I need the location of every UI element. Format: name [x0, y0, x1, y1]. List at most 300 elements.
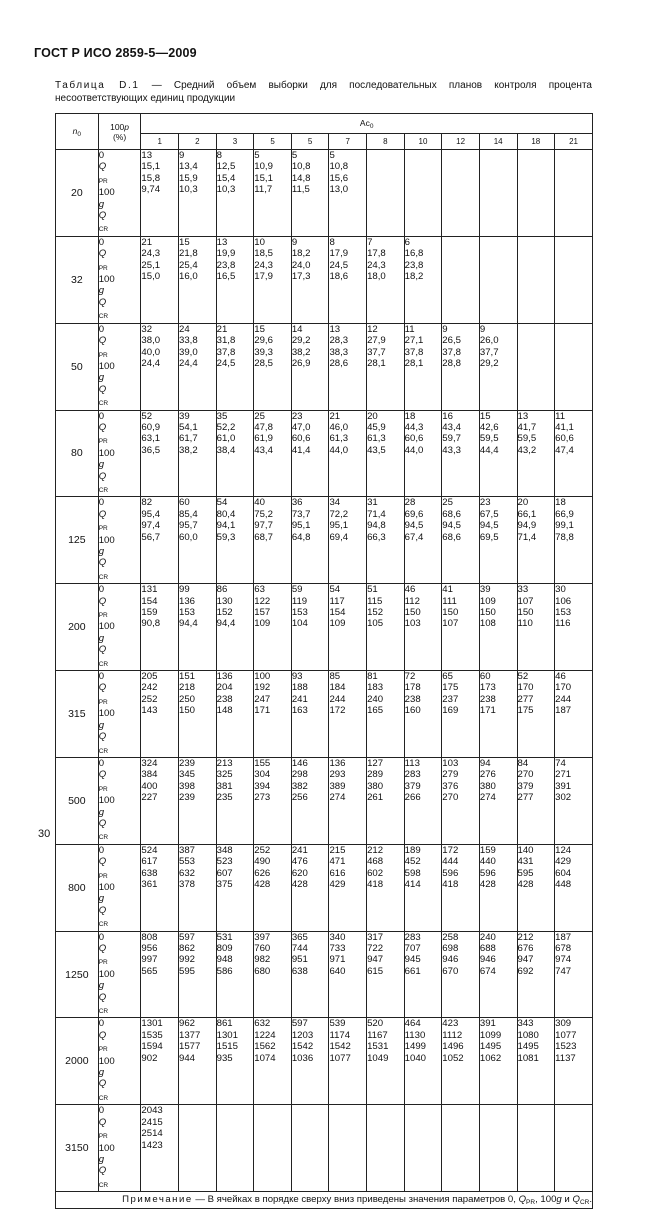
value-cell — [291, 150, 329, 237]
param-label: Q $_{CR}$ — [98, 1078, 109, 1102]
value-cell — [216, 584, 254, 671]
value: 107 — [442, 618, 459, 630]
value-cell — [179, 497, 217, 584]
param-label: Q $_{PR}$ — [98, 161, 108, 185]
value-cell — [179, 1105, 217, 1192]
value-cell — [216, 757, 254, 844]
value: 289 — [367, 769, 384, 781]
value: 24,5 — [329, 259, 349, 271]
value: 24,5 — [216, 357, 236, 369]
value-cell — [555, 757, 593, 844]
value: 616 — [329, 867, 346, 879]
value-cell — [442, 844, 480, 931]
table-row — [56, 671, 593, 758]
value: 150 — [442, 607, 459, 619]
value: 18 — [404, 410, 416, 422]
value: 82 — [141, 497, 153, 509]
value: 107 — [517, 595, 534, 607]
value-cell — [291, 1105, 329, 1192]
value: 38,4 — [216, 444, 236, 456]
value: 661 — [404, 965, 421, 977]
table-row — [56, 1018, 593, 1105]
value: 1052 — [442, 1052, 464, 1064]
value: 63 — [254, 584, 265, 596]
value: 153 — [179, 607, 196, 619]
value: 36,5 — [141, 444, 161, 456]
value: 31,8 — [216, 335, 236, 347]
value: 170 — [555, 682, 572, 694]
value-cell — [404, 497, 442, 584]
value: 14,8 — [291, 172, 311, 184]
value: 389 — [329, 780, 346, 792]
value: 60,6 — [404, 433, 424, 445]
value-cell — [216, 236, 254, 323]
value-cell — [141, 671, 179, 758]
value: 28 — [404, 497, 416, 509]
value: 674 — [479, 965, 496, 977]
value: 38,2 — [179, 444, 198, 456]
value-cell — [404, 410, 442, 497]
value: 524 — [141, 844, 158, 856]
value: 111 — [442, 595, 457, 607]
param-label: Q $_{CR}$ — [98, 731, 109, 755]
value: 1577 — [179, 1041, 201, 1053]
value: 90,8 — [141, 618, 161, 630]
param-label: Q $_{PR}$ — [98, 595, 108, 620]
value: 25,4 — [179, 259, 198, 271]
header-ac0: $Ac_0$ — [141, 114, 593, 134]
value: 444 — [442, 856, 459, 868]
value: 38,0 — [141, 335, 161, 347]
value: 680 — [254, 965, 271, 977]
value-cell — [442, 410, 480, 497]
value-cell — [404, 757, 442, 844]
value: 5 — [291, 150, 298, 161]
value: 140 — [517, 844, 534, 856]
value: 64,8 — [291, 531, 311, 543]
value: 15,0 — [141, 271, 161, 283]
value-cell — [517, 757, 555, 844]
value: 1515 — [216, 1041, 238, 1053]
value: 428 — [291, 878, 308, 890]
value: 1301 — [141, 1018, 163, 1030]
value: 28,1 — [404, 357, 424, 369]
n0-cell: 500 — [56, 757, 99, 844]
value: 277 — [517, 792, 534, 804]
param-label: Q $_{PR}$ — [98, 943, 108, 967]
param-labels-cell — [98, 410, 141, 497]
value: 153 — [291, 607, 308, 619]
value: 103 — [404, 618, 421, 630]
value-cell — [367, 410, 405, 497]
value: 531 — [216, 931, 233, 943]
value: 273 — [254, 792, 271, 804]
value: 41,7 — [517, 421, 537, 433]
value: 298 — [291, 769, 308, 781]
value: 61,9 — [254, 433, 273, 445]
value: 52 — [517, 671, 529, 683]
header-100p: 100p (%) — [98, 114, 141, 150]
value-cell — [367, 150, 405, 237]
value: 1080 — [517, 1029, 539, 1041]
value: 19,9 — [216, 248, 236, 260]
value: 110 — [517, 618, 533, 630]
value: 103 — [442, 757, 459, 769]
value: 20 — [367, 410, 378, 422]
param-label: Q $_{CR}$ — [98, 817, 109, 842]
value: 270 — [517, 769, 534, 781]
value-cell — [442, 236, 480, 323]
value: 23,8 — [404, 259, 424, 271]
value: 54 — [216, 497, 228, 509]
n0-cell: 125 — [56, 497, 99, 584]
value: 13 — [329, 323, 341, 335]
value: 945 — [404, 954, 421, 966]
value: 13,0 — [329, 184, 349, 196]
value: 66,3 — [367, 531, 386, 543]
value-cell — [329, 757, 367, 844]
value-cell — [555, 584, 593, 671]
value: 722 — [367, 943, 384, 954]
value: 974 — [555, 954, 572, 966]
ac-column-header: 18 — [517, 134, 555, 150]
value: 400 — [141, 780, 158, 792]
value: 44,0 — [404, 444, 424, 456]
value: 108 — [479, 618, 496, 630]
value: 241 — [291, 693, 308, 705]
value-cell — [141, 323, 179, 410]
value: 205 — [141, 671, 158, 683]
value: 63,1 — [141, 433, 161, 445]
value: 41,1 — [555, 421, 574, 433]
value: 151 — [179, 671, 196, 683]
value: 1377 — [179, 1029, 201, 1041]
value: 157 — [254, 607, 271, 619]
value: 17,9 — [329, 248, 349, 260]
value: 85,4 — [179, 508, 198, 520]
param-labels-cell — [98, 931, 141, 1018]
value: 35 — [216, 410, 228, 422]
value: 143 — [141, 705, 158, 717]
value: 9 — [291, 236, 298, 248]
n0-cell: 80 — [56, 410, 99, 497]
n0-cell: 3150 — [56, 1105, 99, 1192]
value: 244 — [555, 693, 572, 705]
n0-cell: 800 — [56, 844, 99, 931]
value: 67,5 — [479, 508, 499, 520]
value: 947 — [517, 954, 534, 966]
value: 15,6 — [329, 172, 349, 184]
value-cell — [479, 236, 517, 323]
param-label: Q $_{PR}$ — [98, 508, 108, 533]
value: 75,2 — [254, 508, 273, 520]
value-cell — [404, 150, 442, 237]
value: 238 — [216, 693, 233, 705]
value: 169 — [442, 705, 459, 717]
sample-size-table — [55, 113, 593, 1209]
value: 632 — [179, 867, 196, 879]
value: 189 — [404, 844, 421, 856]
value: 37,7 — [367, 346, 386, 358]
value: 175 — [442, 682, 459, 694]
value-cell — [555, 236, 593, 323]
value: 604 — [555, 867, 572, 879]
value: 39 — [479, 584, 491, 596]
value-cell — [291, 584, 329, 671]
value: 44,0 — [329, 444, 349, 456]
value-cell — [367, 584, 405, 671]
value-cell — [367, 1105, 405, 1192]
value-cell — [179, 584, 217, 671]
value: 52,2 — [216, 421, 236, 433]
value: 94,9 — [517, 520, 537, 532]
param-label: 100 g — [98, 187, 115, 210]
value: 632 — [254, 1018, 271, 1030]
value: 17,3 — [291, 271, 311, 283]
value: 73,7 — [291, 508, 311, 520]
value: 66,9 — [555, 508, 574, 520]
value: 39,0 — [179, 346, 198, 358]
value-cell — [479, 323, 517, 410]
value: 27,1 — [404, 335, 424, 347]
value-cell — [367, 757, 405, 844]
value: 154 — [329, 607, 346, 619]
value-cell — [291, 497, 329, 584]
value-cell — [329, 150, 367, 237]
param-label: 100 g — [98, 968, 115, 992]
value: 47,0 — [291, 421, 311, 433]
value-cell — [517, 1018, 555, 1105]
value: 172 — [442, 844, 459, 856]
value: 13 — [141, 150, 153, 161]
value: 124 — [555, 844, 572, 856]
param-label: Q $_{PR}$ — [98, 248, 108, 272]
value: 239 — [179, 792, 196, 804]
value: 155 — [254, 757, 271, 769]
caption-label: Таблица D.1 — [55, 80, 140, 91]
value: 212 — [517, 931, 534, 943]
value-cell — [329, 1105, 367, 1192]
value: 37,8 — [442, 346, 461, 358]
value: 29,6 — [254, 335, 273, 347]
value-cell — [517, 671, 555, 758]
value: 698 — [442, 943, 459, 954]
value: 279 — [442, 769, 459, 781]
value: 159 — [479, 844, 496, 856]
value-cell — [555, 150, 593, 237]
value: 14 — [291, 323, 303, 335]
param-label: Q $_{PR}$ — [98, 1116, 108, 1141]
value: 10,3 — [179, 184, 198, 196]
value: 428 — [479, 878, 496, 890]
value-cell — [367, 497, 405, 584]
value: 490 — [254, 856, 271, 868]
table-row — [56, 150, 593, 237]
value: 9,74 — [141, 184, 161, 196]
value-cell — [367, 931, 405, 1018]
value-cell — [555, 1018, 593, 1105]
value: 238 — [479, 693, 496, 705]
ac-column-header: 14 — [479, 134, 517, 150]
value: 148 — [216, 705, 233, 717]
value: 109 — [329, 618, 346, 630]
value-cell — [404, 671, 442, 758]
value: 175 — [517, 705, 534, 717]
value: 71,4 — [367, 508, 386, 520]
value: 24,3 — [254, 259, 273, 271]
value-cell — [555, 931, 593, 1018]
value-cell — [141, 844, 179, 931]
value: 553 — [179, 856, 196, 868]
ac-column-header: 7 — [329, 134, 367, 150]
value: 597 — [291, 1018, 308, 1030]
value: 595 — [179, 965, 196, 977]
value-cell — [555, 671, 593, 758]
value-cell — [555, 844, 593, 931]
ac-column-header: 3 — [216, 134, 254, 150]
value: 26,5 — [442, 335, 461, 347]
value-cell — [179, 150, 217, 237]
value: 43,4 — [254, 444, 273, 456]
value: 448 — [555, 878, 572, 890]
value: 28,5 — [254, 357, 273, 369]
value: 97,4 — [141, 520, 161, 532]
value-cell — [442, 671, 480, 758]
value: 25 — [254, 410, 265, 422]
value: 1531 — [367, 1041, 389, 1053]
value: 74 — [555, 757, 566, 769]
value: 122 — [254, 595, 271, 607]
value: 638 — [291, 965, 308, 977]
value: 24,3 — [141, 248, 161, 260]
value: 27,9 — [367, 335, 386, 347]
value: 1203 — [291, 1029, 314, 1041]
value: 418 — [367, 878, 384, 890]
value-cell — [216, 497, 254, 584]
value: 187 — [555, 705, 572, 717]
param-label: 100 g — [98, 621, 115, 644]
value: 1495 — [517, 1041, 539, 1053]
value: 94,4 — [179, 618, 198, 630]
value: 69,4 — [329, 531, 349, 543]
value: 808 — [141, 931, 158, 943]
value: 361 — [141, 878, 158, 890]
value: 60,6 — [555, 433, 574, 445]
param-label: 0 — [98, 150, 105, 161]
value-cell — [254, 757, 292, 844]
value: 266 — [404, 792, 421, 804]
value: 539 — [329, 1018, 346, 1030]
value: 26,0 — [479, 335, 499, 347]
value: 596 — [479, 867, 496, 879]
value-cell — [291, 931, 329, 1018]
value: 10,3 — [216, 184, 236, 196]
value-cell — [404, 1018, 442, 1105]
value: 46 — [555, 671, 566, 683]
value-cell — [517, 236, 555, 323]
value: 384 — [141, 769, 158, 781]
value: 54 — [329, 584, 341, 596]
value: 31 — [367, 497, 378, 509]
value: 183 — [367, 682, 384, 694]
value: 381 — [216, 780, 233, 792]
value: 365 — [291, 931, 308, 943]
value: 72,2 — [329, 508, 349, 520]
value: 13,4 — [179, 161, 198, 173]
value-cell — [291, 671, 329, 758]
value-cell — [254, 410, 292, 497]
value: 471 — [329, 856, 346, 868]
value: 51 — [367, 584, 378, 596]
value-cell — [367, 1018, 405, 1105]
value: 324 — [141, 757, 158, 769]
value: 99,1 — [555, 520, 574, 532]
value: 946 — [479, 954, 496, 966]
param-labels-cell — [98, 844, 141, 931]
value-cell — [367, 844, 405, 931]
param-label: 0 — [98, 757, 105, 769]
value: 95,4 — [141, 508, 161, 520]
value-cell — [442, 931, 480, 1018]
value-cell — [517, 844, 555, 931]
value-cell — [517, 931, 555, 1018]
table-row — [56, 757, 593, 844]
value: 46 — [404, 584, 416, 596]
value: 250 — [179, 693, 196, 705]
param-label: 100 g — [98, 360, 115, 384]
value: 237 — [442, 693, 459, 705]
param-label: 100 g — [98, 881, 115, 905]
value-cell — [291, 844, 329, 931]
table-row — [56, 323, 593, 410]
value: 69,6 — [404, 508, 424, 520]
value: 127 — [367, 757, 384, 769]
value-cell — [367, 671, 405, 758]
value: 1523 — [555, 1041, 577, 1053]
value: 160 — [404, 705, 421, 717]
value-cell — [141, 150, 179, 237]
value: 105 — [367, 618, 384, 630]
value-cell — [291, 410, 329, 497]
value: 1040 — [404, 1052, 427, 1064]
value: 1077 — [329, 1052, 351, 1064]
value: 94,4 — [216, 618, 236, 630]
value-cell — [179, 931, 217, 1018]
value: 40,0 — [141, 346, 161, 358]
value: 10,8 — [291, 161, 311, 173]
ac-column-header: 12 — [442, 134, 480, 150]
value-cell — [479, 1018, 517, 1105]
value: 72 — [404, 671, 416, 683]
value-cell — [216, 1105, 254, 1192]
param-label: 0 — [98, 584, 105, 596]
n0-cell: 1250 — [56, 931, 99, 1018]
value: 277 — [517, 693, 534, 705]
ac-column-header: 5 — [291, 134, 329, 150]
value: 44,3 — [404, 421, 424, 433]
value: 115 — [367, 595, 383, 607]
value: 159 — [141, 607, 158, 619]
value: 86 — [216, 584, 228, 596]
value: 25 — [442, 497, 453, 509]
param-label: 0 — [98, 323, 105, 335]
value: 171 — [254, 705, 271, 717]
param-label: Q $_{CR}$ — [98, 210, 109, 234]
value: 100 — [254, 671, 271, 683]
value-cell — [479, 584, 517, 671]
value: 94,1 — [216, 520, 236, 532]
value: 861 — [216, 1018, 233, 1030]
